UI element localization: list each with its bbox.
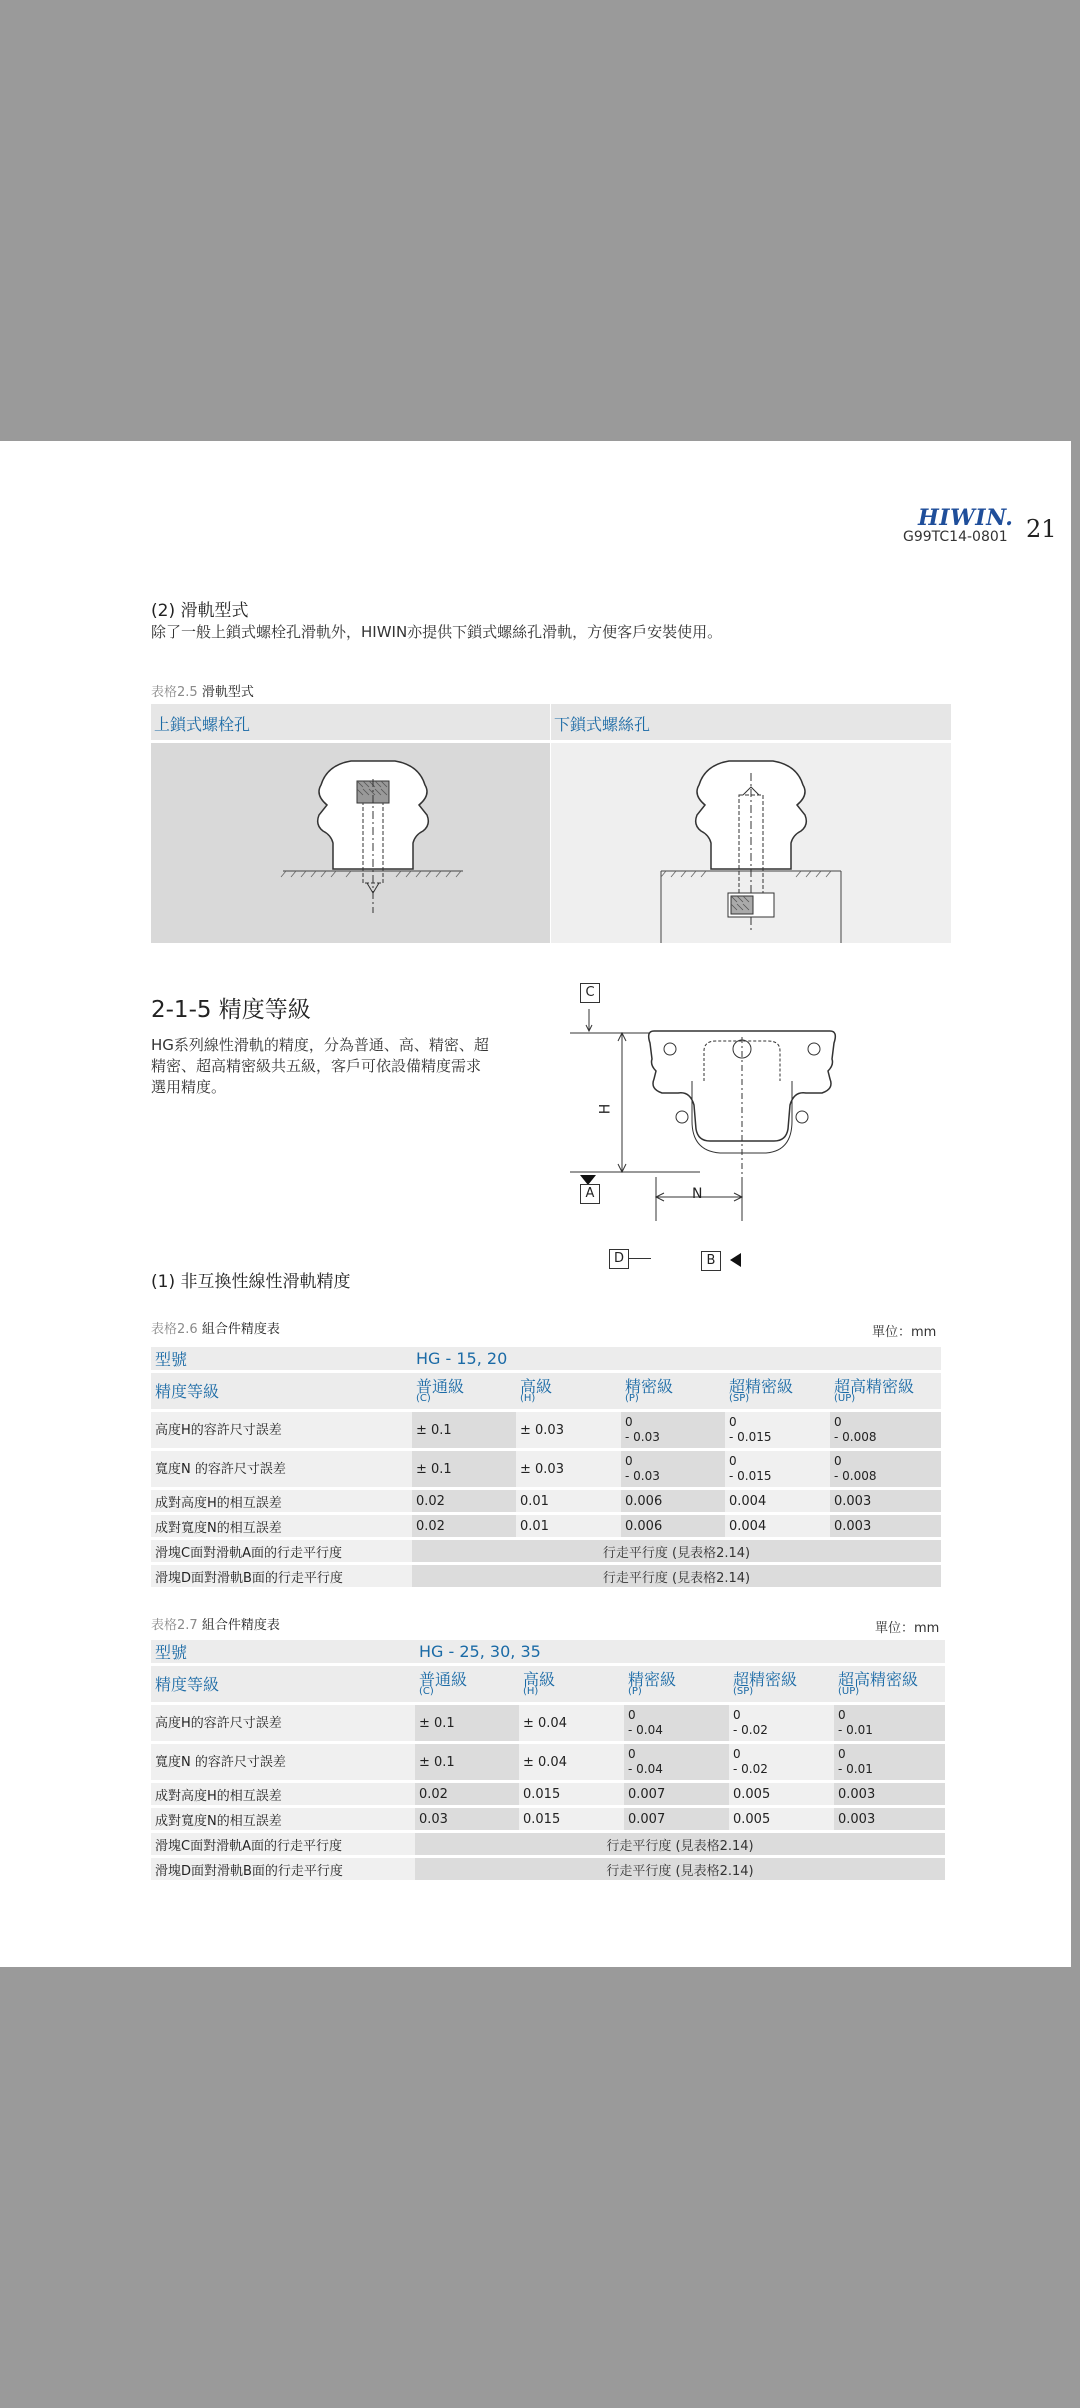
table-cell: 0.003 [834, 1808, 945, 1830]
table-cell: ± 0.03 [516, 1412, 621, 1448]
table-cell: 0.02 [415, 1783, 519, 1805]
table-cell: 0 - 0.02 [729, 1705, 834, 1741]
table-cell: 行走平行度 (見表格2.14) [415, 1833, 945, 1855]
desc-line: 精密、超高精密級共五級，客戶可依設備精度需求 [151, 1057, 482, 1075]
table-2-6-caption [151, 1318, 280, 1337]
table-row [151, 1515, 941, 1537]
model-row [151, 1347, 941, 1370]
reference-b-arrow-icon [730, 1253, 741, 1267]
table-cell: 0.003 [834, 1783, 945, 1805]
table-cell: 0.02 [412, 1515, 516, 1537]
table-row [151, 1808, 945, 1830]
caption-text: 組合件精度表 [201, 1322, 280, 1337]
caption-number: 表格2.6 [151, 1322, 198, 1337]
table-cell: ± 0.03 [516, 1451, 621, 1487]
grade-header: 精密級 (P) [624, 1666, 729, 1702]
table-cell: ± 0.1 [412, 1412, 516, 1448]
table-cell: ± 0.1 [412, 1451, 516, 1487]
table-cell: ± 0.1 [415, 1744, 519, 1780]
table-row [151, 1858, 945, 1880]
table-row [151, 1412, 941, 1448]
grade-header: 高級 (H) [516, 1373, 621, 1409]
table-cell: 0 - 0.02 [729, 1744, 834, 1780]
table-row [151, 1490, 941, 1512]
table-cell: 0 - 0.008 [830, 1412, 941, 1448]
table-cell: 0.005 [729, 1783, 834, 1805]
unit-label: 單位：mm [875, 1621, 940, 1636]
unit-label: 單位：mm [872, 1325, 937, 1340]
lower-lock-rail-drawing [551, 743, 951, 943]
table-row [151, 1451, 941, 1487]
desc-line: HG系列線性滑軌的精度，分為普通、高、精密、超 [151, 1036, 489, 1054]
table-row [151, 1705, 945, 1741]
grade-label: 精度等級 [151, 1666, 415, 1702]
table-row [151, 1833, 945, 1855]
accuracy-heading: 2-1-5 精度等級 [151, 997, 311, 1023]
table-cell: 0.005 [729, 1808, 834, 1830]
table-row [151, 1540, 941, 1562]
hiwin-logo: HIWIN. [918, 505, 1014, 531]
grade-header: 精密級 (P) [621, 1373, 725, 1409]
caption-text: 組合件精度表 [201, 1618, 280, 1633]
table-cell: 0.004 [725, 1515, 830, 1537]
table-cell: 0 - 0.03 [621, 1412, 725, 1448]
page-number: 21 [1026, 515, 1057, 543]
row-label: 滑塊C面對滑軌A面的行走平行度 [151, 1540, 412, 1562]
linear-block-icon [570, 981, 950, 1221]
lower-lock-rail-icon [551, 743, 951, 943]
table-cell: 0.003 [830, 1515, 941, 1537]
table-2-5-caption [151, 681, 254, 700]
grade-header: 超高精密級 (UP) [834, 1666, 945, 1702]
row-label: 滑塊C面對滑軌A面的行走平行度 [151, 1833, 415, 1855]
table-cell: ± 0.04 [519, 1744, 624, 1780]
table-cell: 0.006 [621, 1515, 725, 1537]
lower-lock-label: 下鎖式螺絲孔 [554, 715, 651, 734]
table-cell: 0 - 0.008 [830, 1451, 941, 1487]
accuracy-table-hg-25-30-35 [151, 1637, 945, 1883]
model-value: HG - 25, 30, 35 [415, 1640, 945, 1663]
table-cell: 0 - 0.03 [621, 1451, 725, 1487]
model-label: 型號 [151, 1640, 415, 1663]
grade-label: 精度等級 [151, 1373, 412, 1409]
row-label: 寬度N 的容許尺寸誤差 [151, 1451, 412, 1487]
caption-number: 表格2.5 [151, 685, 198, 700]
accuracy-description [151, 1035, 489, 1098]
table-cell: 0.01 [516, 1490, 621, 1512]
table-cell: 0.01 [516, 1515, 621, 1537]
grade-row [151, 1666, 945, 1702]
upper-lock-label: 上鎖式螺栓孔 [154, 715, 251, 734]
non-interchangeable-heading: (1) 非互換性線性滑軌精度 [151, 1272, 351, 1292]
table-cell: 0.006 [621, 1490, 725, 1512]
table-cell: 0.007 [624, 1808, 729, 1830]
table-cell: ± 0.04 [519, 1705, 624, 1741]
row-label: 成對寬度N的相互誤差 [151, 1515, 412, 1537]
table-row [151, 1565, 941, 1587]
reference-d-line [629, 1258, 651, 1259]
table-cell: 行走平行度 (見表格2.14) [412, 1565, 941, 1587]
table-cell: 0 - 0.01 [834, 1744, 945, 1780]
table-cell: 0.02 [412, 1490, 516, 1512]
row-label: 高度H的容許尺寸誤差 [151, 1412, 412, 1448]
table-cell: 0 - 0.04 [624, 1744, 729, 1780]
document-page [0, 441, 1071, 1967]
grade-header: 超高精密級 (UP) [830, 1373, 941, 1409]
caption-number: 表格2.7 [151, 1618, 198, 1633]
table-cell: 0.007 [624, 1783, 729, 1805]
document-code: G99TC14-0801 [903, 529, 1008, 545]
grade-row [151, 1373, 941, 1409]
reference-a-label: A [580, 1184, 600, 1204]
table-cell: 0 - 0.01 [834, 1705, 945, 1741]
reference-c-label: C [580, 983, 600, 1003]
row-label: 成對高度H的相互誤差 [151, 1783, 415, 1805]
table-cell: 行走平行度 (見表格2.14) [415, 1858, 945, 1880]
desc-line: 選用精度。 [151, 1078, 227, 1096]
table-cell: 0 - 0.015 [725, 1451, 830, 1487]
model-label: 型號 [151, 1347, 412, 1370]
row-label: 成對高度H的相互誤差 [151, 1490, 412, 1512]
rail-type-description: 除了一般上鎖式螺栓孔滑軌外，HIWIN亦提供下鎖式螺絲孔滑軌，方便客戶安裝使用。 [151, 623, 723, 641]
grade-header: 普通級 (C) [412, 1373, 516, 1409]
grade-header: 超精密級 (SP) [729, 1666, 834, 1702]
model-row [151, 1640, 945, 1663]
table-cell: 0.03 [415, 1808, 519, 1830]
table-cell: 0 - 0.04 [624, 1705, 729, 1741]
caption-text: 滑軌型式 [201, 685, 254, 700]
table-cell: ± 0.1 [415, 1705, 519, 1741]
table-cell: 0.015 [519, 1783, 624, 1805]
grade-header: 高級 (H) [519, 1666, 624, 1702]
grade-header: 普通級 (C) [415, 1666, 519, 1702]
row-label: 滑塊D面對滑軌B面的行走平行度 [151, 1858, 415, 1880]
table-cell: 0 - 0.015 [725, 1412, 830, 1448]
reference-d-label: D [609, 1249, 629, 1269]
upper-lock-rail-icon [151, 743, 550, 943]
rail-type-heading: (2) 滑軌型式 [151, 601, 249, 621]
dimension-h-label: H [597, 1103, 614, 1115]
table-cell: 0.003 [830, 1490, 941, 1512]
table-row [151, 1783, 945, 1805]
accuracy-table-hg-15-20 [151, 1344, 941, 1590]
rail-type-header-left [151, 704, 550, 740]
rail-type-header-right [551, 704, 951, 740]
row-label: 高度H的容許尺寸誤差 [151, 1705, 415, 1741]
row-label: 成對寬度N的相互誤差 [151, 1808, 415, 1830]
accuracy-block-diagram [570, 981, 950, 1221]
grade-header: 超精密級 (SP) [725, 1373, 830, 1409]
dimension-n-label: N [692, 1186, 703, 1202]
table-row [151, 1744, 945, 1780]
upper-lock-rail-drawing [151, 743, 550, 943]
table-cell: 0.004 [725, 1490, 830, 1512]
table-cell: 行走平行度 (見表格2.14) [412, 1540, 941, 1562]
table-cell: 0.015 [519, 1808, 624, 1830]
row-label: 滑塊D面對滑軌B面的行走平行度 [151, 1565, 412, 1587]
row-label: 寬度N 的容許尺寸誤差 [151, 1744, 415, 1780]
model-value: HG - 15, 20 [412, 1347, 941, 1370]
table-2-7-caption [151, 1614, 280, 1633]
reference-b-label: B [701, 1251, 721, 1271]
